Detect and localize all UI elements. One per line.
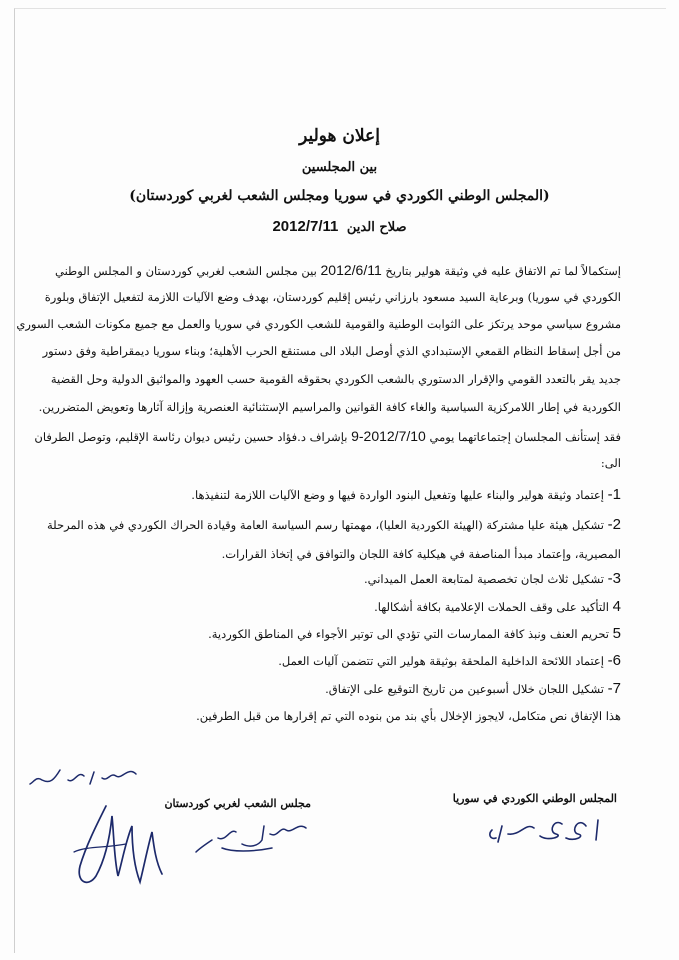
intro-text: بإشراف د.فؤاد حسين رئيس ديوان رئاسة الإقليم، وتوصل الطرفان [34, 430, 348, 444]
item-text: إعتماد وثيقة هولير والبناء عليها وتفعيل البنود الواردة فيها و وضع الآليات اللازمة لتنفيذها. [191, 488, 604, 502]
item-number: 4 [612, 598, 621, 615]
item-number: 2- [607, 516, 621, 533]
list-item [47, 516, 621, 533]
signature-right [478, 812, 608, 857]
item-text: تحريم العنف ونبذ كافة الممارسات التي تؤدي الى توتير الأجواء في المناطق الكوردية. [208, 627, 609, 641]
list-item [191, 486, 621, 503]
list-item [208, 625, 621, 642]
list-item [374, 598, 621, 615]
place-name: صلاح الدين [346, 220, 407, 235]
item-text: تشكيل هيئة عليا مشتركة (الهيئة الكوردية العليا)، مهمتها رسم السياسة العامة وقيادة الحراك الكوردي في هذه المرحلة [46, 518, 604, 532]
document-subtitle: بين المجلسين [301, 160, 378, 175]
list-item [278, 652, 621, 669]
closing-statement: هذا الإتفاق نص متكامل، لايجوز الإخلال بأي بند من بنوده التي تم إقرارها من قبل الطرفين. [196, 709, 621, 723]
intro-text: إستكمالاً لما تم الاتفاق عليه في وثيقة هولير بتاريخ [385, 264, 621, 278]
signature-left-main [66, 796, 176, 906]
place-date: 2012/7/11 [272, 218, 339, 235]
list-item-continuation [222, 545, 621, 562]
item-text: المصيرية، وإعتماد مبدأ المناصفة في هيكلية كافة اللجان والتوافق في إتخاذ القرارات. [221, 547, 621, 561]
item-text: التأكيد على وقف الحملات الإعلامية بكافة أشكالها. [374, 600, 609, 614]
list-item [325, 680, 621, 697]
item-text: تشكيل ثلاث لجان تخصصية لمتابعة العمل الميداني. [363, 572, 604, 586]
item-text: تشكيل اللجان خلال أسبوعين من تاريخ التوقيع على الإتفاق. [325, 682, 604, 696]
item-number: 5 [612, 625, 621, 642]
signature-left-top [24, 762, 144, 792]
intro-line-4: من أجل إسقاط النظام القمعي الإستبدادي الذي أوصل البلاد الى مستنقع الحرب الأهلية؛ وبناء سوريا ديمقراطية وفق دستور [42, 344, 621, 358]
intro-line-3: مشروع سياسي موحد يرتكز على الثوابت الوطنية والقومية للشعب الكوردي في سوريا والعمل مع جميع مكونات الشعب السوري [16, 317, 621, 331]
parties-line: (المجلس الوطني الكوردي في سوريا ومجلس الشعب لغربي كوردستان) [129, 188, 550, 204]
intro-line-8: الى: [600, 456, 621, 470]
signature-left-second [192, 818, 312, 860]
intro-date: 2012/6/11 [320, 262, 382, 278]
intro-line-1 [55, 262, 621, 278]
list-item [364, 570, 621, 587]
signatory-right-label: المجلس الوطني الكوردي في سوريا [452, 792, 617, 805]
item-number: 6- [607, 652, 621, 669]
item-number: 1- [607, 486, 621, 503]
place-date-line [0, 218, 679, 235]
intro-line-6: الكوردية في إطار اللامركزية السياسية والغاء كافة القوانين والمراسيم الإستثنائية العنصرية وإزالة آثارها وتعويض المتضررين. [38, 400, 621, 414]
intro-text: بين مجلس الشعب لغربي كوردستان و المجلس الوطني [55, 264, 317, 278]
intro-line-5: جديد يقر بالتعدد القومي والإقرار الدستوري بالشعب الكوردي بحقوقه القومية حسب العهود والمواثيق الدولية وحل القضية [50, 372, 621, 386]
item-number: 3- [607, 570, 621, 587]
signatory-left-label: مجلس الشعب لغربي كوردستان [164, 797, 311, 810]
document-title: إعلان هولير [299, 126, 380, 146]
item-text: إعتماد اللائحة الداخلية الملحقة بوثيقة هولير التي تتضمن آليات العمل. [278, 654, 604, 668]
intro-line-7 [34, 428, 621, 444]
intro-line-2: الكوردي في سوريا) وبرعاية السيد مسعود بارزاني رئيس إقليم كوردستان، بهدف وضع الآليات اللازمة لتفعيل الإتفاق وبلورة [44, 290, 621, 304]
item-number: 7- [607, 680, 621, 697]
meeting-date: 2012/7/10-9 [351, 428, 426, 444]
intro-text: فقد إستأنف المجلسان إجتماعاتهما يومي [429, 430, 621, 444]
